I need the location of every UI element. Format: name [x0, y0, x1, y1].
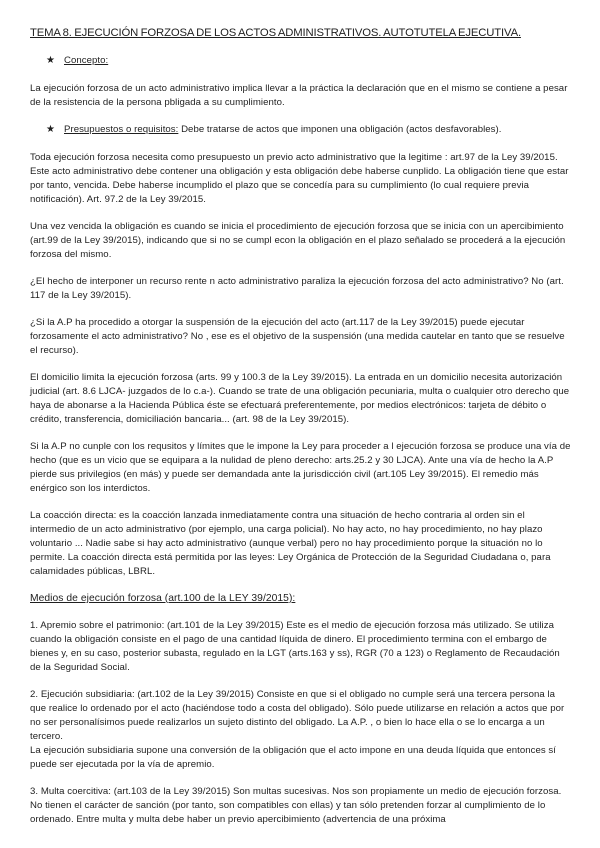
presupuestos-label: Presupuestos o requisitos:: [64, 124, 179, 135]
concepto-text: La ejecución forzosa de un acto administrativo implica llevar a la práctica la declaración que en el mismo se contiene a pesar de la resistencia de la persona pbligada a su cumplimiento.: [30, 83, 568, 108]
paragraph: Una vez vencida la obligación es cuando se inicia el procedimiento de ejecución forzosa que se inicia con un apercibimiento (art.99 de la Ley 39/2015), indicando que si no se cumpl econ la obligación en el plazo señalado se procederá a la ejecución forzosa del mismo.: [30, 221, 566, 260]
concepto-label: Concepto:: [64, 55, 109, 66]
paragraph: Toda ejecución forzosa necesita como presupuesto un previo acto administrativo que la legitime : art.97 de la Ley 39/2015. Este acto administrativo debe contener una obligación y esta obligación debe haberse cunplido. La obligación tiene que estar por tanto, vencida. Debe haberse incumplido el plazo que se concedía para su cumplimiento (lo cual requiere previa notificación). Art. 97.2 de la Ley 39/2015.: [30, 152, 569, 205]
paragraph: ¿El hecho de interponer un recurso rente n acto administrativo paraliza la ejecución forzosa del acto administrativo? No (art. 117 de la Ley 39/2015).: [30, 276, 564, 301]
presupuestos-text: Debe tratarse de actos que imponen una obligación (actos desfavorables).: [178, 124, 502, 135]
paragraph: ¿Si la A.P ha procedido a otorgar la suspensión de la ejecución del acto (art.117 de la Ley 39/2015) puede ejecutar forzosamente el acto administrativo? No , ese es el objetivo de la suspensión (una medida cautelar en tanto que se resuelve el recurso).: [30, 317, 565, 356]
paragraph: La coacción directa: es la coacción lanzada inmediatamente contra una situación de hecho contraria al orden sin el intermedio de un acto administrativo (por ejemplo, una carga policial). No hay acto, no hay procedimiento, no hay plazo voluntario ... Nadie sabe si hay acto administrativo (aunque verbal) pero no hay procedimiento porque la situación no lo permite. La coacción directa está permitida por las leyes: Ley Orgánica de Protección de la Seguridad Ciudadana o, para calamidades públicas, LBRL.: [30, 510, 551, 577]
bullet-concepto: [30, 54, 572, 68]
star-bullet-icon: ★: [46, 123, 56, 135]
medio-ejecucion-subsidiaria: 2. Ejecución subsidiaria: (art.102 de la Ley 39/2015) Consiste en que si el obligado no cumple será una tercera persona la que realice lo ordenado por el acto (haciéndose todo a costa del obligado). Sólo puede utilizarse en relación a actos que por no ser personalísimos puede realizarlos un sujeto distinto del obligado. La A.P. , o bien lo hace ella o se lo encarga a un tercero.: [30, 689, 565, 742]
paragraph: Si la A.P no cunple con los requsitos y límites que le impone la Ley para proceder a l ejecución forzosa se produce una vía de hecho (que es un vicio que se equipara a la nulidad de pleno derecho: arts.25.2 y 30 LJCA). Ante una vía de hecho la A.P pierde sus privilegios (en más) y puede ser demandada ante la jurisdicción civil (art.105 Ley 39/2015). El remedio más enérgico son los interdictos.: [30, 441, 571, 494]
medio-apremio: 1. Apremio sobre el patrimonio: (art.101 de la Ley 39/2015) Este es el medio de ejecución forzosa más utilizado. Se utiliza cuando la obligación consiste en el pago de una cantidad líquida de dinero. El procedimiento termina con el embargo de bienes y, en su caso, posterior subasta, regulado en la LGT (arts.163 y ss), RGR (70 a 123) o Reglamento de Recaudación de la Seguridad Social.: [30, 620, 560, 673]
medio-multa-coercitiva: 3. Multa coercitiva: (art.103 de la Ley 39/2015) Son multas sucesivas. Nos son propiamente un medio de ejecución forzosa. No tienen el carácter de sanción (por tanto, son compatibles con ellas) y tan sólo pretenden forzar al cumplimiento de lo ordenado. Entre multa y multa debe haber un previo apercibimiento (advertencia de una próxima: [30, 786, 562, 825]
paragraph: El domicilio limita la ejecución forzosa (arts. 99 y 100.3 de la Ley 39/2015). La entrada en un domicilio necesita autorización judicial (art. 8.6 LJCA- juzgados de lo c.a-). Cuando se trate de una obligación pecuniaria, multa o cualquier otro derecho que haya de abonarse a la Hacienda Pública éste se efectuará preferentemente, por medios electrónicos: tarjeta de débito o crédito, transferencia, domiciliación bancaria... (art. 98 de la Ley 39/2015).: [30, 372, 570, 425]
document-title: TEMA 8. EJECUCIÓN FORZOSA DE LOS ACTOS ADMINISTRATIVOS. AUTOTUTELA EJECUTIVA.: [30, 27, 521, 39]
medios-heading: Medios de ejecución forzosa (art.100 de la LEY 39/2015):: [30, 593, 296, 604]
bullet-presupuestos: [30, 123, 572, 137]
star-bullet-icon: ★: [46, 54, 56, 66]
medio-ejecucion-subsidiaria-cont: La ejecución subsidiaria supone una conversión de la obligación que el acto impone en una deuda líquida que entonces sí puede ser ejecutada por la vía de apremio.: [30, 745, 556, 770]
